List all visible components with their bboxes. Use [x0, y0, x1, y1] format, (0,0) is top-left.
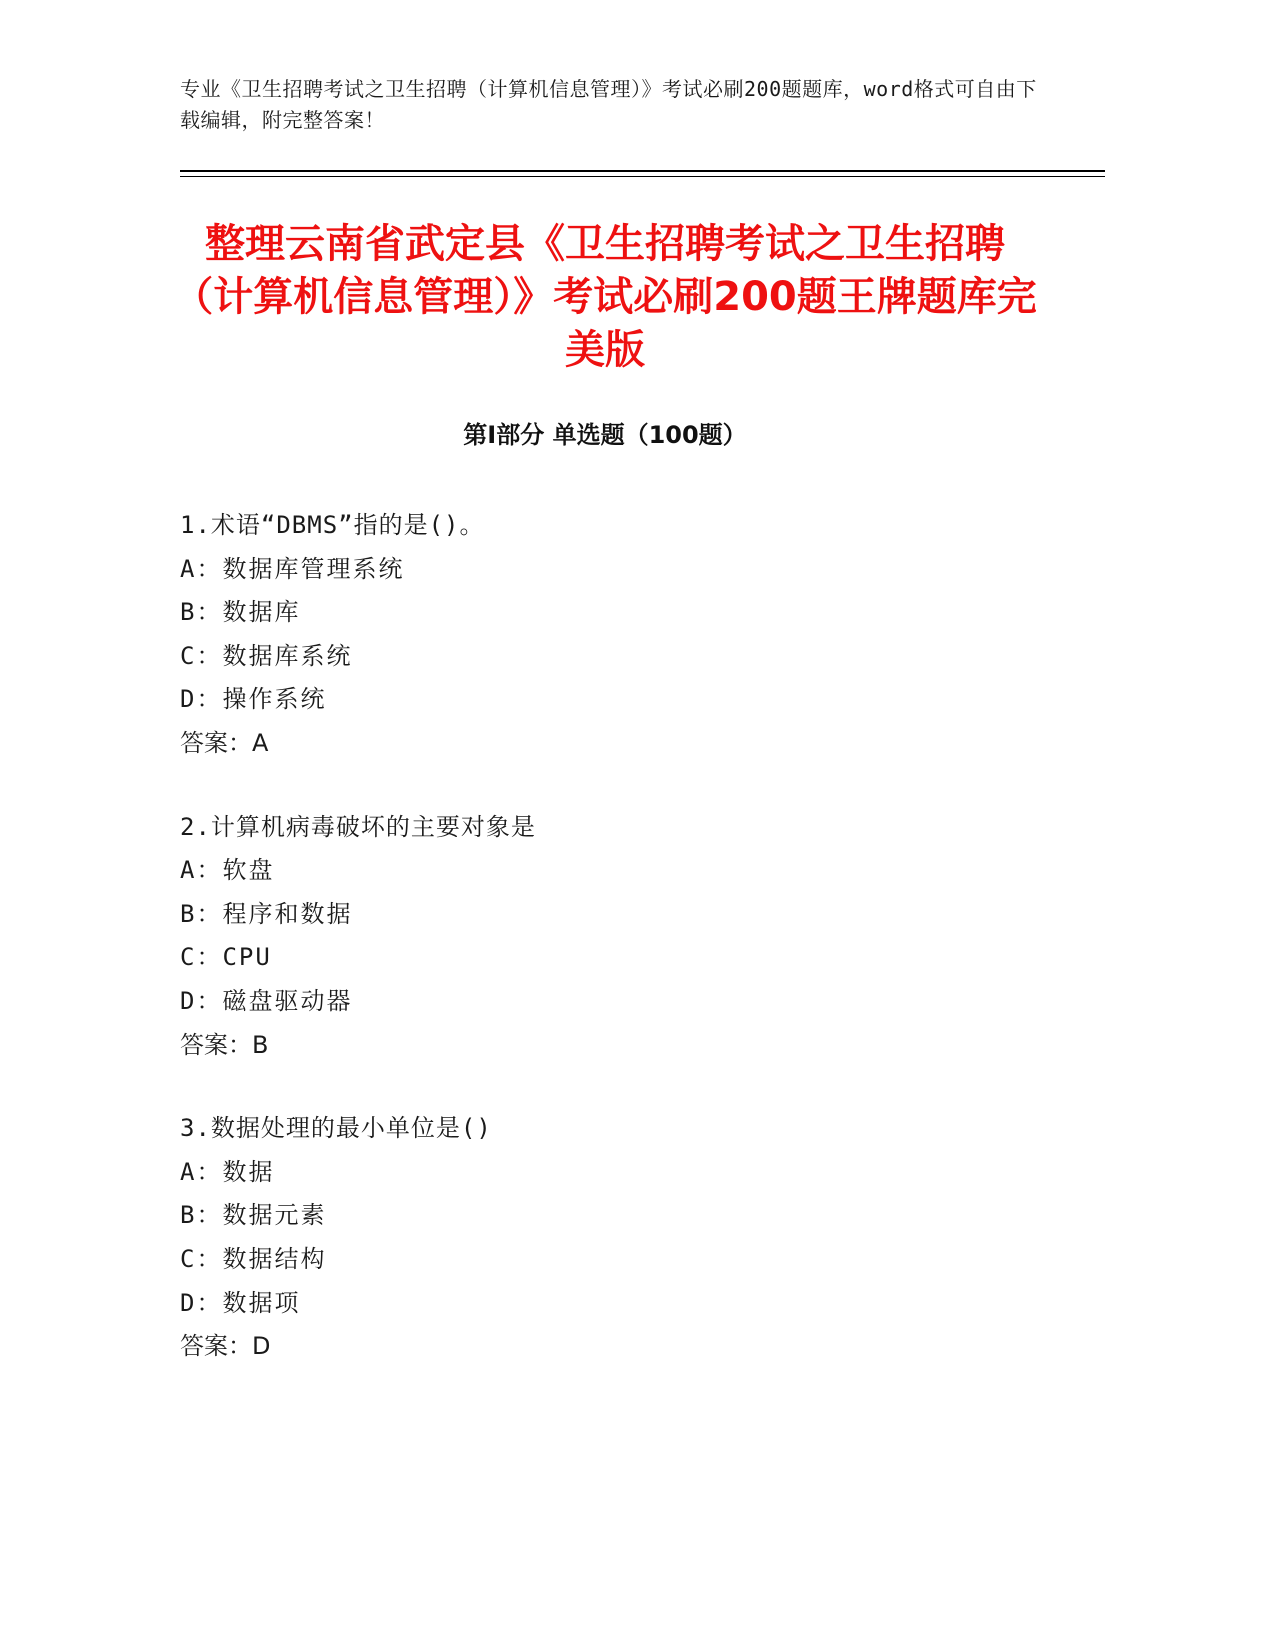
- option-c: C：CPU: [180, 943, 272, 972]
- question-stem: 1.术语“DBMS”指的是()。: [180, 511, 485, 539]
- header-rule-thick: [180, 170, 1105, 172]
- document-title: 整理云南省武定县《卫生招聘考试之卫生招聘（计算机信息管理）》考试必刷200题王牌题库完美版: [173, 221, 1037, 373]
- section-title: 第Ⅰ部分 单选题（100题）: [463, 421, 747, 449]
- answer: 答案：D: [180, 1332, 271, 1361]
- question-stem: 2.计算机病毒破坏的主要对象是: [180, 812, 536, 841]
- header-note: 专业《卫生招聘考试之卫生招聘（计算机信息管理）》考试必刷200题题库，word格式可自由下载编辑，附完整答案！: [180, 77, 1037, 132]
- answer: 答案：B: [180, 1030, 269, 1059]
- question-stem: 3.数据处理的最小单位是(): [180, 1114, 492, 1143]
- question-list: [180, 504, 1080, 1409]
- option-a: A：数据: [180, 1157, 275, 1186]
- answer: 答案：A: [180, 728, 269, 757]
- header-rule-thin: [180, 176, 1105, 177]
- question-1: [180, 504, 1080, 766]
- option-d: D：操作系统: [180, 685, 327, 714]
- option-b: B：数据库: [180, 598, 301, 627]
- option-a: A：数据库管理系统: [180, 554, 405, 583]
- option-a: A：软盘: [180, 856, 275, 885]
- option-b: B：程序和数据: [180, 899, 353, 928]
- option-c: C：数据结构: [180, 1244, 327, 1273]
- option-d: D：磁盘驱动器: [180, 986, 353, 1015]
- question-2: [180, 806, 1080, 1068]
- question-3: [180, 1107, 1080, 1369]
- option-d: D：数据项: [180, 1288, 301, 1317]
- option-c: C：数据库系统: [180, 641, 353, 670]
- option-b: B：数据元素: [180, 1201, 327, 1230]
